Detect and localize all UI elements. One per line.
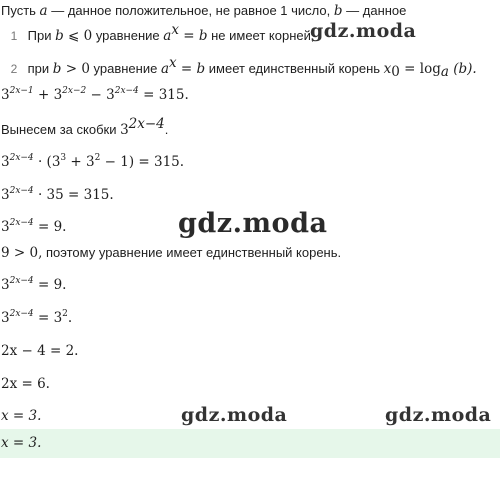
math-rel: 9 > 0, [1,245,43,261]
watermark: gdz.moda [385,404,492,426]
math-log: = log [399,61,441,77]
case-text: уравнение [89,61,161,76]
positive-line [1,244,341,262]
answer-text: x = 3. [1,435,42,451]
var-a: a [39,3,48,19]
math-var: a [160,61,170,77]
math-exp: x [169,55,177,71]
math-exp: 2x−1 [9,86,34,96]
intro-line [1,2,406,20]
math-rel: > 0 [61,61,90,77]
math-exp: 3 [60,153,67,163]
math-rest: · (3 [33,154,61,170]
case-text: не имеет корней; [207,28,315,43]
math-exp: 2 [62,309,68,319]
math-rhs: = b [178,28,208,44]
math-rest: = 9. [33,219,67,235]
equation-2: $3^{2x-4} \cdot (3^3 + 3^2 - 1) = 315$. [1,153,185,170]
math-var: b [52,61,62,77]
answer-highlight [0,429,500,458]
positive-text: поэтому уравнение имеет единственный корень. [42,245,342,260]
math-exp: x [171,22,179,38]
math-rest: − 1) = 315. [100,154,185,170]
math-rest: . [67,310,73,326]
math-rest: + 3 [66,154,95,170]
equation-7: 2x − 4 = 2. [1,343,79,359]
case-text: при [27,61,53,76]
math-sub: a [440,64,449,80]
math-var: b [55,28,64,44]
case-number: 1 [10,29,18,43]
math-exp: 2 [94,153,101,163]
math-var: x [383,61,392,77]
math-exp: 2x−4 [114,86,139,96]
equation-9: x = 3. [1,408,42,424]
math-exp: 2x−4 [9,153,34,163]
math-exp: 2x−4 [9,186,34,196]
math-exp: 2x−4 [9,218,34,228]
equation-5: $3^{2x-4} = 9$. [1,276,67,293]
watermark: gdz.moda [310,20,417,42]
math-exp: 2x−4 [9,309,34,319]
case-text: имеет единственный корень [205,61,384,76]
factor-line: Вынесем за скобки $3^{2x-4}$. [1,116,169,138]
case-item-2 [4,55,477,80]
equation-4: $3^{2x-4} = 9$. [1,218,67,235]
equation-1: $3^{2x-1} + 3^{2x-2} - 3^{2x-4} = 315$. [1,86,189,103]
math-arg: (b). [448,61,477,77]
case-item-1 [4,22,315,45]
math-exp: 2x−4 [128,116,165,132]
math-rhs: = b [176,61,206,77]
math-rest: · 35 = 315. [33,187,114,203]
math-rel: ⩽ 0 [63,28,93,44]
math-exp: 2x−4 [9,276,34,286]
var-b: b [333,3,343,19]
case-number: 2 [10,62,18,76]
equation-8: 2x = 6. [1,376,50,392]
equation-3: $3^{2x-4} \cdot 35 = 315$. [1,186,114,203]
math-exp: 2x−2 [62,86,87,96]
case-text: уравнение [92,28,164,43]
math-rest: = 9. [33,277,67,293]
math-sub: 0 [391,64,400,80]
equation-6: $3^{2x-4} = 3^2$. [1,309,73,326]
math-rest: = 315. [138,87,189,103]
watermark: gdz.moda [181,404,288,426]
intro-text: Пусть [1,3,40,18]
math-var: a [163,28,172,44]
intro-text: — данное [342,3,407,18]
math-rest: = 3 [33,310,63,326]
intro-text: — данное положительное, не равное 1 число, [47,3,334,18]
factor-text: Вынесем за скобки [1,122,121,137]
case-text: При [27,28,56,43]
watermark: gdz.moda [178,208,328,239]
